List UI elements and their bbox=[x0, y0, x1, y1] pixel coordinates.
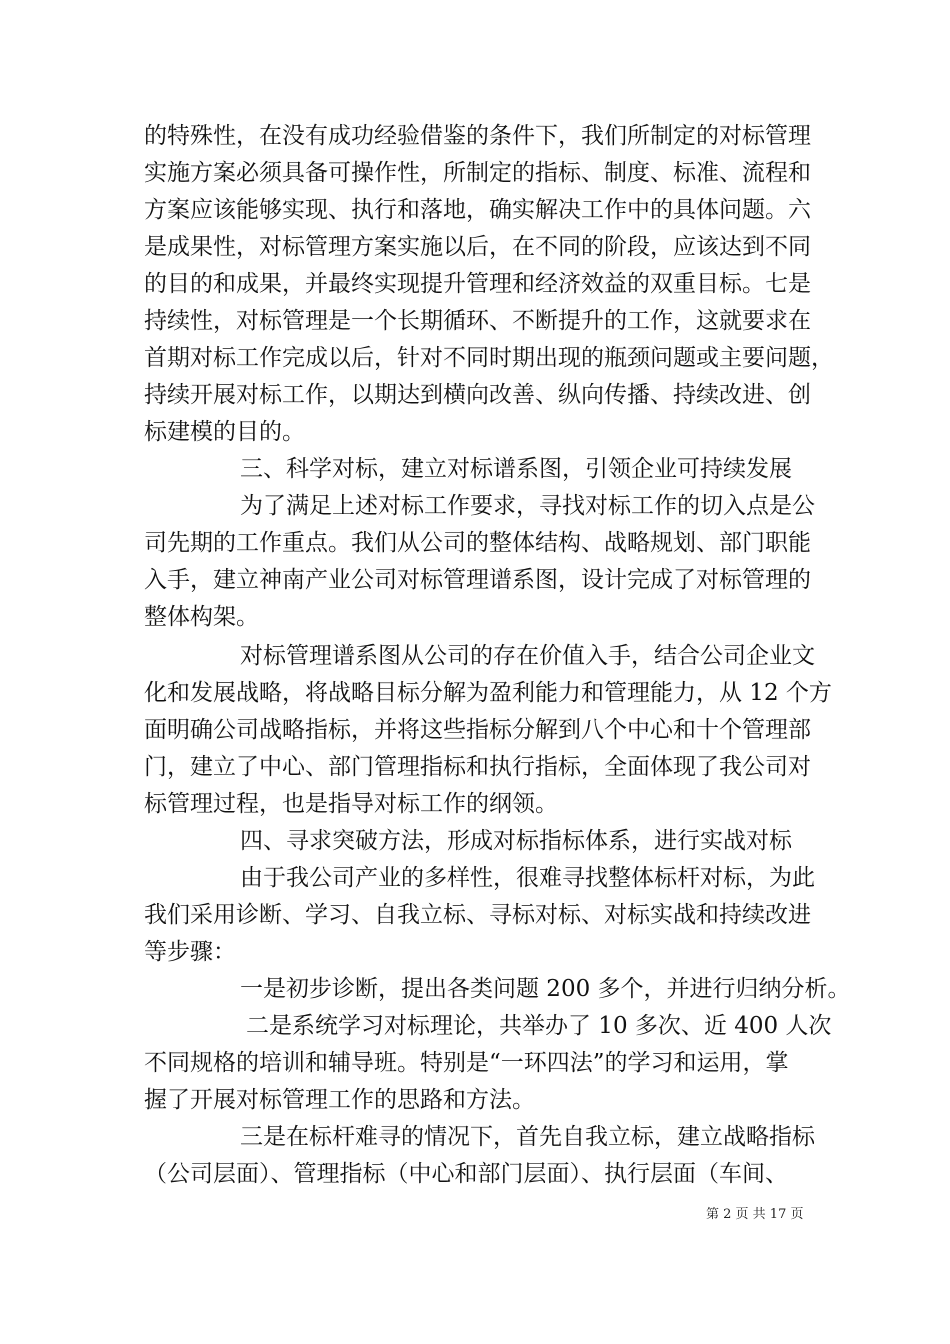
text-line: 持续性，对标管理是一个长期循环、不断提升的工作，这就要求在 bbox=[144, 308, 811, 334]
text-line: 是成果性，对标管理方案实施以后，在不同的阶段，应该达到不同 bbox=[144, 234, 811, 260]
text-line: 司先期的工作重点。我们从公司的整体结构、战略规划、部门职能 bbox=[144, 530, 811, 556]
text-line: 化和发展战略，将战略目标分解为盈利能力和管理能力，从 12 个方 bbox=[144, 680, 832, 706]
text-line: 方案应该能够实现、执行和落地，确实解决工作中的具体问题。六 bbox=[144, 197, 811, 223]
text-line: 二是系统学习对标理论，共举办了 10 多次、近 400 人次 bbox=[246, 1013, 832, 1039]
text-line: 持续开展对标工作，以期达到横向改善、纵向传播、持续改进、创 bbox=[144, 382, 811, 408]
text-line: 的目的和成果，并最终实现提升管理和经济效益的双重目标。七是 bbox=[144, 271, 811, 297]
text-line: 整体构架。 bbox=[144, 604, 259, 630]
text-line: 握了开展对标管理工作的思路和方法。 bbox=[144, 1087, 535, 1113]
section-heading: 四、寻求突破方法，形成对标指标体系，进行实战对标 bbox=[240, 828, 792, 854]
text-line: 对标管理谱系图从公司的存在价值入手，结合公司企业文 bbox=[240, 643, 815, 669]
text-line: 面明确公司战略指标，并将这些指标分解到八个中心和十个管理部 bbox=[144, 717, 811, 743]
text-line: 一是初步诊断，提出各类问题 200 多个，并进行归纳分析。 bbox=[240, 976, 851, 1002]
text-line: 不同规格的培训和辅导班。特别是“一环四法”的学习和运用，掌 bbox=[144, 1050, 789, 1076]
text-line: 入手，建立神南产业公司对标管理谱系图，设计完成了对标管理的 bbox=[144, 567, 811, 593]
text-line: 的特殊性，在没有成功经验借鉴的条件下，我们所制定的对标管理 bbox=[144, 123, 811, 149]
text-line: 标建模的目的。 bbox=[144, 419, 305, 445]
text-line: 为了满足上述对标工作要求，寻找对标工作的切入点是公 bbox=[240, 493, 815, 519]
page-number-footer: 第 2 页 共 17 页 bbox=[706, 1207, 804, 1222]
text-line: （公司层面）、管理指标（中心和部门层面）、执行层面（车间、 bbox=[144, 1161, 788, 1187]
text-line: 等步骤： bbox=[144, 939, 236, 965]
text-line: 实施方案必须具备可操作性，所制定的指标、制度、标准、流程和 bbox=[144, 160, 811, 186]
text-line: 我们采用诊断、学习、自我立标、寻标对标、对标实战和持续改进 bbox=[144, 902, 811, 928]
text-line: 门，建立了中心、部门管理指标和执行指标，全面体现了我公司对 bbox=[144, 754, 811, 780]
text-line: 首期对标工作完成以后，针对不同时期出现的瓶颈问题或主要问题， bbox=[144, 345, 834, 371]
text-line: 标管理过程，也是指导对标工作的纲领。 bbox=[144, 791, 558, 817]
text-line: 由于我公司产业的多样性，很难寻找整体标杆对标，为此 bbox=[240, 865, 815, 891]
text-line: 三是在标杆难寻的情况下，首先自我立标，建立战略指标 bbox=[240, 1124, 815, 1150]
section-heading: 三、科学对标，建立对标谱系图，引领企业可持续发展 bbox=[240, 456, 792, 482]
